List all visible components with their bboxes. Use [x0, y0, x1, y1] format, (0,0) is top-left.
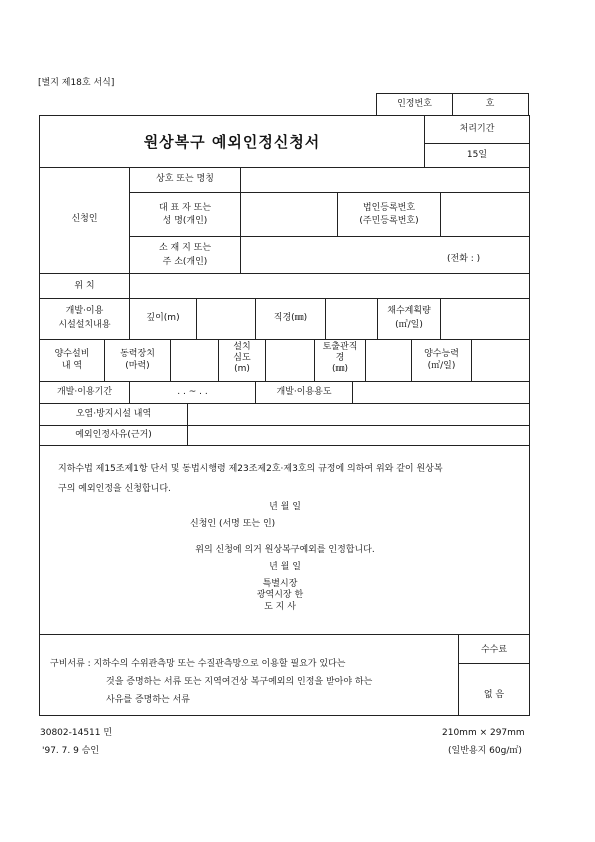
form-title: 원상복구 예외인정신청서 [143, 133, 321, 151]
corp-reg-label-2: (주민등록번호) [359, 216, 419, 226]
corp-reg-field[interactable] [441, 193, 529, 236]
outlet-unit: (㎜) [331, 364, 349, 374]
form-number-label: [별지 제18호 서식] [38, 78, 115, 88]
pollution-field[interactable] [188, 404, 529, 425]
location-label: 위 치 [74, 281, 95, 291]
corp-reg-label: 법인등록번호 [362, 203, 416, 213]
power-field[interactable] [171, 340, 218, 381]
power-label: 동력장치 [120, 349, 155, 359]
authority-metro-mayor: 광역시장 한 [256, 590, 304, 600]
representative-field[interactable] [241, 193, 337, 236]
fee-value: 없 음 [483, 690, 505, 700]
approval-no-field[interactable]: 호 [485, 99, 495, 109]
representative-label-2: 성 명(개인) [162, 216, 208, 226]
outlet-field[interactable] [366, 340, 411, 381]
usage-field[interactable] [353, 382, 529, 403]
paper-size: 210mm × 297mm [442, 728, 525, 738]
fee-label: 수수료 [480, 645, 508, 655]
power-unit: (마력) [125, 361, 150, 371]
processing-period-label: 처리기간 [459, 124, 495, 134]
company-name-field[interactable] [241, 168, 529, 192]
applicant-signature[interactable]: 신청인 (서명 또는 인) [190, 519, 276, 529]
processing-period-value: 15일 [466, 150, 488, 160]
address-label: 소 재 지 또는 [158, 243, 212, 253]
paper-type: (일반용지 60g/㎡) [448, 746, 522, 756]
attachments-line-2: 것을 증명하는 서류 또는 지역여건상 복구예외의 인정을 받아야 하는 [106, 677, 373, 687]
representative-label: 대 표 자 또는 [158, 203, 212, 213]
install-depth-label-2: 심도 [233, 353, 251, 363]
address-label-2: 주 소(개인) [162, 257, 208, 267]
approval-info: '97. 7. 9 승인 [42, 746, 100, 756]
pumping-plan-unit: (㎥/일) [395, 320, 423, 330]
capacity-unit: (㎥/일) [427, 361, 456, 371]
depth-label: 깊이(m) [146, 313, 180, 323]
pumping-plan-label: 채수계획량 [387, 306, 431, 316]
outlet-label-2: 경 [335, 353, 345, 363]
statement-line-1: 지하수법 제15조제1항 단서 및 동법시행령 제23조제2호·제3호의 규정에 의하여 위와 같이 원상복 [58, 464, 443, 474]
form-code: 30802-14511 민 [40, 728, 113, 738]
location-field[interactable] [130, 274, 529, 298]
approval-no-label: 인정번호 [397, 99, 432, 109]
install-depth-unit: (m) [234, 364, 250, 374]
facility-label: 개발·이용 [65, 306, 104, 316]
authority-mayor: 특별시장 [262, 579, 298, 589]
diameter-label: 직경(㎜) [273, 313, 308, 323]
install-depth-field[interactable] [266, 340, 314, 381]
diameter-field[interactable] [326, 299, 377, 339]
facility-label-2: 시설설치내용 [58, 320, 111, 330]
capacity-label: 양수능력 [424, 349, 459, 359]
attachments-line-1: 구비서류 : 지하수의 수위관측망 또는 수질관측망으로 이용할 필요가 있다는 [50, 659, 346, 669]
attachments-line-3: 사유를 증명하는 서류 [106, 695, 190, 705]
period-field[interactable]: . . ~ . . [177, 387, 208, 397]
approval-statement: 위의 신청에 의거 원상복구예외를 인정합니다. [195, 545, 375, 555]
depth-field[interactable] [197, 299, 255, 339]
outlet-label: 토출관직 [322, 342, 358, 352]
exception-reason-label: 예외인정사유(근거) [75, 430, 152, 440]
usage-label: 개발·이용용도 [276, 387, 332, 397]
pumping-label: 양수설비 [54, 349, 90, 359]
applicant-section-label: 신청인 [71, 214, 98, 224]
pollution-label: 오염·방지시설 내역 [75, 409, 152, 419]
authority-governor: 도 지 사 [264, 602, 296, 612]
statement-line-2: 구의 예외인정을 신청합니다. [58, 484, 171, 494]
pumping-plan-field[interactable] [441, 299, 529, 339]
phone-field[interactable]: (전화 : ) [447, 254, 481, 264]
application-date: 년 월 일 [269, 502, 301, 512]
exception-reason-field[interactable] [188, 426, 529, 445]
install-depth-label: 설치 [233, 342, 251, 352]
pumping-label-2: 내 역 [61, 361, 83, 371]
period-label: 개발·이용기간 [56, 387, 113, 397]
approval-date: 년 월 일 [269, 562, 301, 572]
company-name-label: 상호 또는 명칭 [156, 174, 214, 184]
capacity-field[interactable] [472, 340, 529, 381]
